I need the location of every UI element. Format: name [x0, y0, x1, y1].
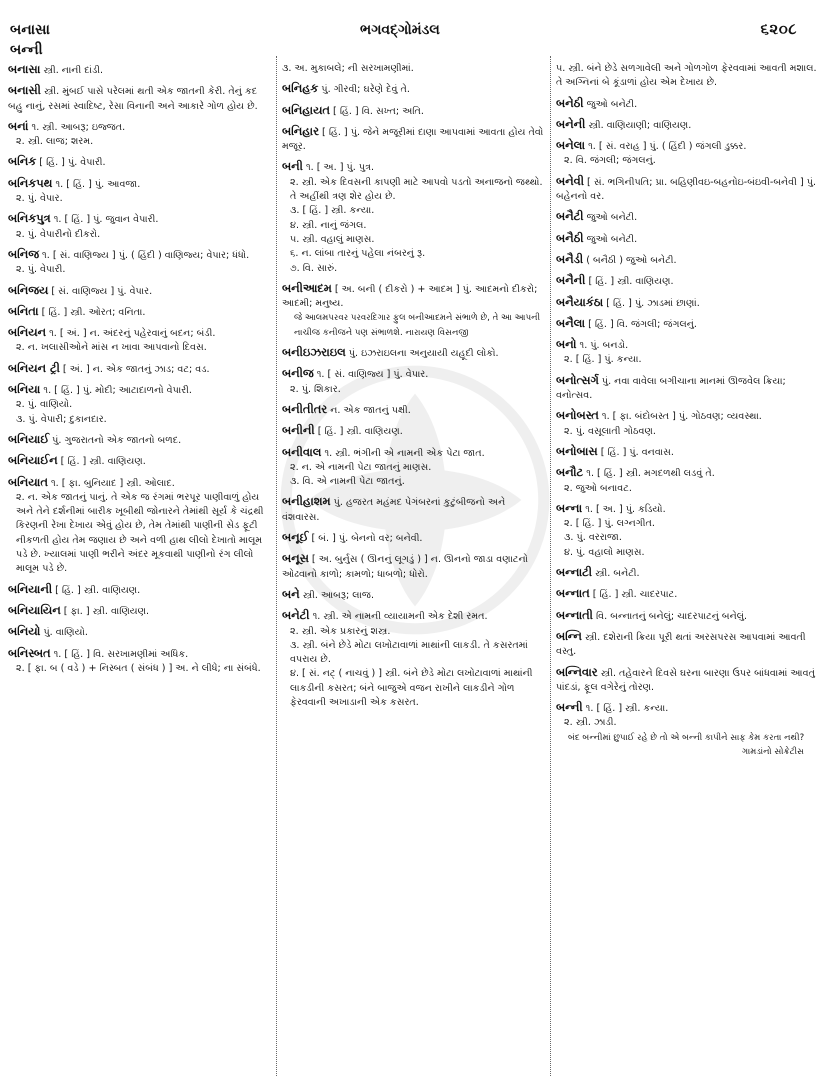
definition: ૧. સ્ત્રી. એ નામની વ્યાયામની એક દેશી રમત.	[309, 611, 488, 623]
definition: [ હિં. ] પું. વેપારી.	[36, 157, 106, 169]
sub-sense: ૪. [ સં. નટ્ ( નાચવું ) ] સ્ત્રી. બંને છેડે મોટા લખોટાવાળાં માથાંની લાકડીની કસરત; બંને બાજુએ વજન રાખીને લાકડીને ગોળ ફેરવવાની અખાડાની એક કસરત.	[290, 668, 533, 708]
dictionary-entry	[8, 432, 270, 448]
sub-sense: ૭. વિ. સારું.	[290, 262, 338, 274]
dictionary-entry	[282, 445, 544, 490]
headword: બની	[282, 159, 303, 174]
headword: બન્નાટી	[556, 565, 593, 580]
definition: સ્ત્રી. વાણિયાણી; વાણિયણ.	[585, 119, 692, 131]
definition: [ હિં. ] પું. વનવાસ.	[597, 446, 674, 458]
dictionary-entry	[8, 304, 270, 320]
dictionary-entry	[556, 373, 818, 404]
dictionary-entry	[8, 325, 270, 356]
sub-sense: ૩. પું. વરરાજા.	[564, 532, 622, 544]
definition: સ્ત્રી. દશેરાની ક્રિયા પૂરી થતાં અરસપરસ આપવામાં આવતી વસ્તુ.	[556, 631, 806, 658]
headword: બનૂસ	[282, 551, 309, 566]
sub-sense: ૨. પું. વેપારીનો દીકરો.	[16, 228, 101, 240]
definition: ૧. સ્ત્રી. ભંગીની એ નામની એક પેટા જાત.	[321, 447, 485, 459]
definition: [ અં. ] ન. એક જાતનું ઝાડ; વટ; વડ.	[59, 363, 210, 375]
left-guide-word-2: બન્ની	[10, 42, 43, 58]
dictionary-entry	[8, 62, 270, 78]
dictionary-entry	[282, 281, 544, 340]
sub-sense: ૨. પું. વાણિયો.	[16, 399, 73, 411]
definition: [ અ. બની ( દીકરો ) + આદમ ] પું. આદમનો દીકરો; આદમી; મનુષ્ય.	[282, 283, 538, 310]
definition: ૧. [ સં. વાણિજ્ય ] પું. ( હિંદી ) વાણિજ્ય; વેપાર; ધંધો.	[38, 249, 250, 261]
sub-sense: ૨. [ ફા. બ ( વડે ) + નિસ્બત ( સંબંધ ) ] અ. ને લીધે; ના સંબંધે.	[16, 662, 261, 674]
sub-sense: ૨. [ હિં. ] પું. લગ્નગીત.	[564, 518, 655, 530]
headword: બનૌટ	[556, 465, 584, 480]
headword: બનિજય	[8, 282, 49, 297]
definition: ૧. [ ફા. બુનિયાદ ] સ્ત્રી. ઓલાદ.	[47, 477, 175, 489]
headword: બનૈની	[556, 273, 586, 288]
definition: [ હિં. ] સ્ત્રી. વાણિયણ.	[314, 426, 403, 438]
dictionary-entry	[556, 700, 818, 759]
page-number: ૬૨૦૮	[760, 20, 797, 38]
definition: પું. નવા વાવેલા બગીચાના માનમાં ઊજવેલ ક્રિયા; વનોત્સવ.	[556, 375, 786, 402]
headword: બનેલા	[556, 138, 586, 153]
dictionary-entry	[282, 551, 544, 582]
citation-source: ગામડાંનો સોક્રેટીસ	[741, 746, 804, 757]
dictionary-column-3	[556, 62, 818, 1088]
headword: બનિયાત	[8, 474, 48, 489]
definition: ૧. પું. બનડો.	[576, 340, 629, 352]
headword: બનો	[556, 337, 577, 352]
definition: જુઓ બનેટી.	[583, 212, 638, 224]
dictionary-entry	[8, 361, 270, 377]
entry-continuation: ૩. અ. મુકાબલે; ની સરખામણીમાં.	[282, 63, 414, 74]
definition: [ બં. ] પું. બેનનો વર; બનેવી.	[308, 533, 423, 545]
headword: બનાસી	[8, 83, 41, 98]
sub-sense: ૨. જુઓ બનાવટ.	[564, 482, 632, 494]
dictionary-entry	[556, 465, 818, 496]
dictionary-entry	[282, 587, 544, 603]
dictionary-column-1	[8, 62, 270, 1088]
headword: બનિયાઈન	[8, 453, 58, 468]
headword: બનિક	[8, 154, 37, 169]
sub-sense: ૨. ન. એ નામની પેટા જાતનું માણસ.	[290, 461, 432, 473]
dictionary-entry	[556, 408, 818, 439]
dictionary-entry	[556, 273, 818, 289]
definition: ૧. [ હિં. ] સ્ત્રી. કન્યા.	[582, 703, 669, 715]
headword: બનોબસ્ત	[556, 408, 599, 423]
definition: [ સં. વાણિજ્ય ] પું. વેપાર.	[48, 285, 153, 297]
definition: [ સં. ભગિનીપતિ; પ્રા. બહિણીવઇ-બહનોઇ-બંઇવી-બનેવી ] પું. બહેનનો વર.	[556, 176, 817, 203]
dictionary-entry	[8, 582, 270, 598]
sub-sense: ૨. સ્ત્રી. ઝાડી.	[564, 717, 617, 729]
definition: [ હિં. ] પું. જેને મજૂરીમાં દાણા આપવામાં આવતા હોય તેવો મજૂર.	[282, 126, 544, 153]
sub-sense: ૩. પું. વેપારી; દુકાનદાર.	[16, 413, 107, 425]
headword: બનિહાયત	[282, 102, 330, 117]
dictionary-entry	[556, 501, 818, 560]
headword: બનાં	[8, 118, 29, 133]
dictionary-entry	[282, 366, 544, 397]
dictionary-column-2	[282, 62, 544, 1088]
sub-sense: ૨. ન. ખલાસીઓને માંસ ન ખાવા આપવાનો દિવસ.	[16, 342, 207, 354]
dictionary-entry	[8, 154, 270, 170]
sub-sense: ૩. સ્ત્રી. બંને છેડે મોટા લખોટાવાળાં માથાંની લાકડી. તે કસરતમાં વપરાય છે.	[290, 639, 528, 666]
headword: બનાસા	[8, 62, 41, 76]
definition: ૧. [ અ. ] પું. પુત્ર.	[302, 162, 375, 174]
definition: જુઓ બનેટી.	[583, 233, 638, 245]
definition: [ હિં. ] વિ. જંગલી; જંગલનું.	[585, 318, 697, 330]
definition: ૧. [ હિં. ] સ્ત્રી. મગદળથી લડવું તે.	[583, 468, 715, 480]
dictionary-entry	[556, 586, 818, 602]
sub-sense: ૨. ન. એક જાતનું પાનું. તે એક જ રંગમાં ભરપૂર પાણીવાળું હોય અને તેને દર્શનીમાં બારીક ખૂબીથી જોનારને તેમાંથી સૂર્ય કે ચંદ્રથી કિરણની રેખા દેખાય એવું હોય છે, તેમ તેમાંથી પાણીની સેડ ફૂટી નીકળતી હોય તેમ જણાય છે અને વળી હાથ લીલો દેખાતો માલૂમ પડે છે. ખ્યાલમાં પાણી ભરીને અંદર મૂકવાથી પાણીનો રંગ લીલો માલૂમ પડે છે.	[16, 491, 264, 575]
headword: બનિયાની	[8, 581, 53, 596]
headword: બનીઆદમ	[282, 280, 332, 295]
headword: બનિયાયિન	[8, 602, 61, 617]
dictionary-entry	[8, 247, 270, 278]
dictionary-entry	[282, 608, 544, 710]
dictionary-entry	[8, 453, 270, 469]
definition: ૧. [ હિં. ] પું. જુવાન વેપારી.	[50, 214, 159, 226]
definition: ૧. [ સં. વાણિજ્ય ] પું. વેપાર.	[313, 369, 429, 381]
dictionary-entry	[282, 494, 544, 525]
sub-sense: ૨. પું. શિકાર.	[290, 383, 341, 395]
dictionary-entry	[8, 119, 270, 150]
dictionary-entry	[556, 665, 818, 696]
definition: જુઓ બનેટી.	[583, 98, 638, 110]
dictionary-entry	[8, 211, 270, 242]
definition: વિ. બન્નાતનું બનેલું; ચાદરપાટનું બનેલું.	[592, 610, 748, 622]
definition: [ હિં. ] સ્ત્રી. વાણિયણ.	[585, 276, 674, 288]
sub-sense: ૨. પું. વેપારી.	[16, 264, 66, 276]
definition: ૧. [ હિં. ] વિ. સરખામણીમાં અધિક.	[50, 648, 189, 660]
dictionary-entry	[556, 316, 818, 332]
headword: બનિયો	[8, 624, 41, 639]
definition: [ હિં. ] સ્ત્રી. વાણિયણ.	[57, 456, 146, 468]
headword: બનિયાઈ	[8, 431, 50, 446]
dictionary-entry	[556, 565, 818, 581]
headword: બનોત્સર્ગ	[556, 372, 599, 387]
definition: સ્ત્રી. આબરૂ; લાજ.	[299, 589, 375, 601]
headword: બનિયન ટ્રી	[8, 360, 60, 375]
headword: બને	[282, 586, 300, 601]
definition: ( બનૈઠી ) જુઓ બનેટી.	[583, 254, 677, 266]
headword: બનેઠી	[556, 95, 584, 110]
headword: બન્નાતી	[556, 607, 593, 622]
definition: પું. ગીરવી; ઘરેણે દેવું તે.	[318, 84, 410, 96]
definition: ૧. [ હિં. ] પું. આવજા.	[52, 178, 141, 190]
headword: બનિકપથ	[8, 175, 53, 190]
headword: બનિહક	[282, 81, 319, 96]
dictionary-entry	[282, 81, 544, 97]
definition: ૧. સ્ત્રી. આબરૂ; ઇજ્જત.	[28, 121, 126, 133]
headword: બન્ના	[556, 500, 583, 515]
dictionary-entry	[8, 475, 270, 577]
dictionary-entry	[8, 176, 270, 207]
headword: બનીજ	[282, 366, 314, 381]
headword: બનીની	[282, 423, 315, 438]
column-divider-1	[276, 56, 277, 1076]
headword: બનીઇઝરાઇલ	[282, 345, 346, 360]
sub-sense: ૩. [ હિં. ] સ્ત્રી. કન્યા.	[290, 205, 375, 217]
headword: બનિયન	[8, 325, 47, 340]
definition: [ હિં. ] વિ. સખ્ત; અતિ.	[329, 105, 424, 117]
dictionary-entry	[556, 444, 818, 460]
sub-sense: ૩. વિ. એ નામની પેટા જાતનું.	[290, 476, 405, 488]
sub-sense: ૪. સ્ત્રી. નાનું જંગલ.	[290, 219, 367, 231]
dictionary-entry	[556, 174, 818, 205]
dictionary-entry	[282, 402, 544, 418]
headword: બનૈડી	[556, 251, 584, 266]
dictionary-entry	[8, 382, 270, 427]
dictionary-entry	[8, 646, 270, 677]
dictionary-entry	[8, 83, 270, 114]
headword: બનિહાર	[282, 123, 319, 138]
headword: બન્નિવાર	[556, 664, 598, 679]
definition: ૧. [ હિં. ] પું. મોદી; આટાદાળનો વેપારી.	[40, 385, 192, 397]
sub-sense: ૨. સ્ત્રી. લાજ; શરમ.	[16, 136, 94, 148]
definition: સ્ત્રી. બનેટી.	[592, 568, 640, 580]
definition: પું. ગુજરાતનો એક જાતનો બળદ.	[49, 434, 182, 446]
dictionary-entry	[556, 209, 818, 225]
dictionary-entry	[556, 138, 818, 169]
dictionary-entry	[556, 629, 818, 660]
definition: સ્ત્રી. નાની દાંડી.	[40, 65, 104, 76]
sub-sense: ૫. સ્ત્રી. વહાલું માણસ.	[290, 233, 375, 245]
sub-sense: ૬. ન. લાંબા તારનું પહેલા નંબરનું રૂ.	[290, 248, 426, 260]
definition: [ ફા. ] સ્ત્રી. વાણિયણ.	[60, 605, 150, 617]
headword: બનૈઠી	[556, 230, 584, 245]
headword: બન્નિ	[556, 628, 582, 643]
dictionary-entry	[556, 337, 818, 368]
dictionary-entry	[282, 345, 544, 361]
dictionary-entry	[556, 252, 818, 268]
definition: સ્ત્રી. તહેવારને દિવસે ઘરના બારણા ઉપર બાંધવામાં આવતું પાંદડાં, ફૂલ વગેરેનું તોરણ.	[556, 667, 815, 693]
sub-sense: ૨. સ્ત્રી. એક દિવસની કાપણી માટે આપવો પડતો અનાજનો જથ્થો. તે અહીંથી ત્રણ શેર હોય છે.	[290, 176, 543, 203]
headword: બનીવાલ	[282, 444, 322, 459]
definition: ન. એક જાતનું પક્ષી.	[327, 404, 411, 416]
definition: [ હિં. ] સ્ત્રી. ચાદરપાટ.	[589, 589, 678, 601]
entry-continuation: ૫. સ્ત્રી. બંને છેડે સળગાવેલી અને ગોળગોળ ફેરવવામાં આવતી મશાલ. તે અગ્નિનાં બે કૂંડાળાં હોય એમ દેખાય છે.	[556, 63, 817, 89]
sub-sense: ૨. વિ. જંગલી; જંગલનું.	[564, 155, 656, 167]
sub-sense: ૨. પું. વેપાર.	[16, 193, 63, 205]
definition: ૧. [ ફા. બંદોબસ્ત ] પું. ગોઠવણ; વ્યવસ્થા.	[598, 411, 762, 423]
headword: બનેવી	[556, 173, 584, 188]
headword: બનેની	[556, 116, 586, 131]
headword: બનિતા	[8, 303, 39, 318]
headword: બનિસ્બત	[8, 645, 51, 660]
sub-sense: ૨. પું. વસૂલાતી ગોઠવણ.	[564, 425, 656, 437]
headword: બન્નાત	[556, 586, 590, 601]
citation-quote: બંદ બન્નીમાં છુપાઈ રહે છે તો એ બન્ની કાપીને સાફ કેમ કરતા નથી?	[568, 732, 805, 743]
book-title: ભગવદ્ગોમંડલ	[360, 22, 440, 38]
headword: બનૈયાકંઠા	[556, 294, 604, 309]
headword: બનિયા	[8, 382, 41, 397]
definition: ૧. [ અ. ] પું. કડિયો.	[582, 503, 666, 515]
dictionary-entry	[556, 96, 818, 112]
dictionary-entry	[282, 62, 544, 76]
headword: બનૈલા	[556, 315, 586, 330]
headword: બનીહાશમ	[282, 494, 331, 509]
definition: પું. હજરત મહંમદ પેગંબરનાં કુટુંબીજનો અને વંશવારસ.	[282, 497, 506, 523]
dictionary-entry	[556, 231, 818, 247]
headword: બનિજ	[8, 246, 39, 261]
headword: બનિકપુત્ર	[8, 211, 51, 226]
sub-sense: ૨. [ હિં. ] પું. કન્યા.	[564, 354, 642, 366]
dictionary-entry	[556, 117, 818, 133]
headword: બનીતીતર	[282, 401, 328, 416]
definition: ૧. [ સં. વરાહ ] પું. ( હિંદી ) જંગલી ડુક્કર.	[585, 141, 747, 153]
definition: સ્ત્રી. મુંબઈ પાસે પરેલમાં થતી એક જાતની કેરી. તેનું કદ બહુ નાનું, રસમાં સ્વાદિષ્ટ, રેસા વિનાની અને આકારે ગોળ હોય છે.	[8, 86, 258, 112]
definition: [ હિં. ] પું. ઝાડમાં છાણાં.	[603, 297, 700, 309]
headword: બનોબાસ	[556, 443, 598, 458]
definition: [ હિં. ] સ્ત્રી. વાણિયણ.	[52, 584, 141, 596]
dictionary-entry	[282, 159, 544, 275]
column-divider-2	[550, 56, 551, 1076]
dictionary-entry	[556, 608, 818, 624]
left-guide-word: બનાસા	[10, 22, 50, 38]
dictionary-entry	[282, 423, 544, 439]
definition: ૧. [ અં. ] ન. અંદરનું પહેરવાનું બદન; બંડી.	[46, 328, 216, 340]
definition: પું. ઇઝરાઇલના અનુયાયી યહૂદી લોકો.	[345, 348, 499, 360]
definition: [ અ. બુર્નુસ ( ઊનનું લૂગડું ) ] ન. ઊનનો જાડા વણાટનો ઓઢવાનો કાળો; કામળો; ધાબળો; ધોરો.	[282, 554, 529, 580]
sub-sense: ૪. પું. વહાલો માણસ.	[564, 546, 645, 558]
citation-quote: જે આલમપરવર પરવરદિગાર ફુલ બનીઆદમને સંભાળે છે, તે આ આપની નાચીજ કનીજને પણ સંભાળશે. નારાયણ વિસનજી	[294, 313, 541, 338]
dictionary-entry	[8, 603, 270, 619]
sub-sense: ૨. સ્ત્રી. એક પ્રકારનું શસ્ત્ર.	[290, 625, 391, 637]
headword: બન્ની	[556, 700, 583, 715]
dictionary-entry	[282, 530, 544, 546]
headword: બનેટી	[282, 608, 310, 623]
definition: [ હિં. ] સ્ત્રી. ઓરત; વનિતા.	[38, 306, 146, 318]
definition: પું. વાણિયો.	[40, 627, 88, 639]
dictionary-entry	[556, 62, 818, 91]
dictionary-entry	[8, 624, 270, 640]
dictionary-entry	[556, 295, 818, 311]
dictionary-entry	[282, 103, 544, 119]
headword: બનૈટી	[556, 209, 584, 224]
dictionary-entry	[282, 124, 544, 155]
dictionary-entry	[8, 283, 270, 299]
page-header	[0, 0, 825, 58]
headword: બનૂઈ	[282, 530, 309, 545]
